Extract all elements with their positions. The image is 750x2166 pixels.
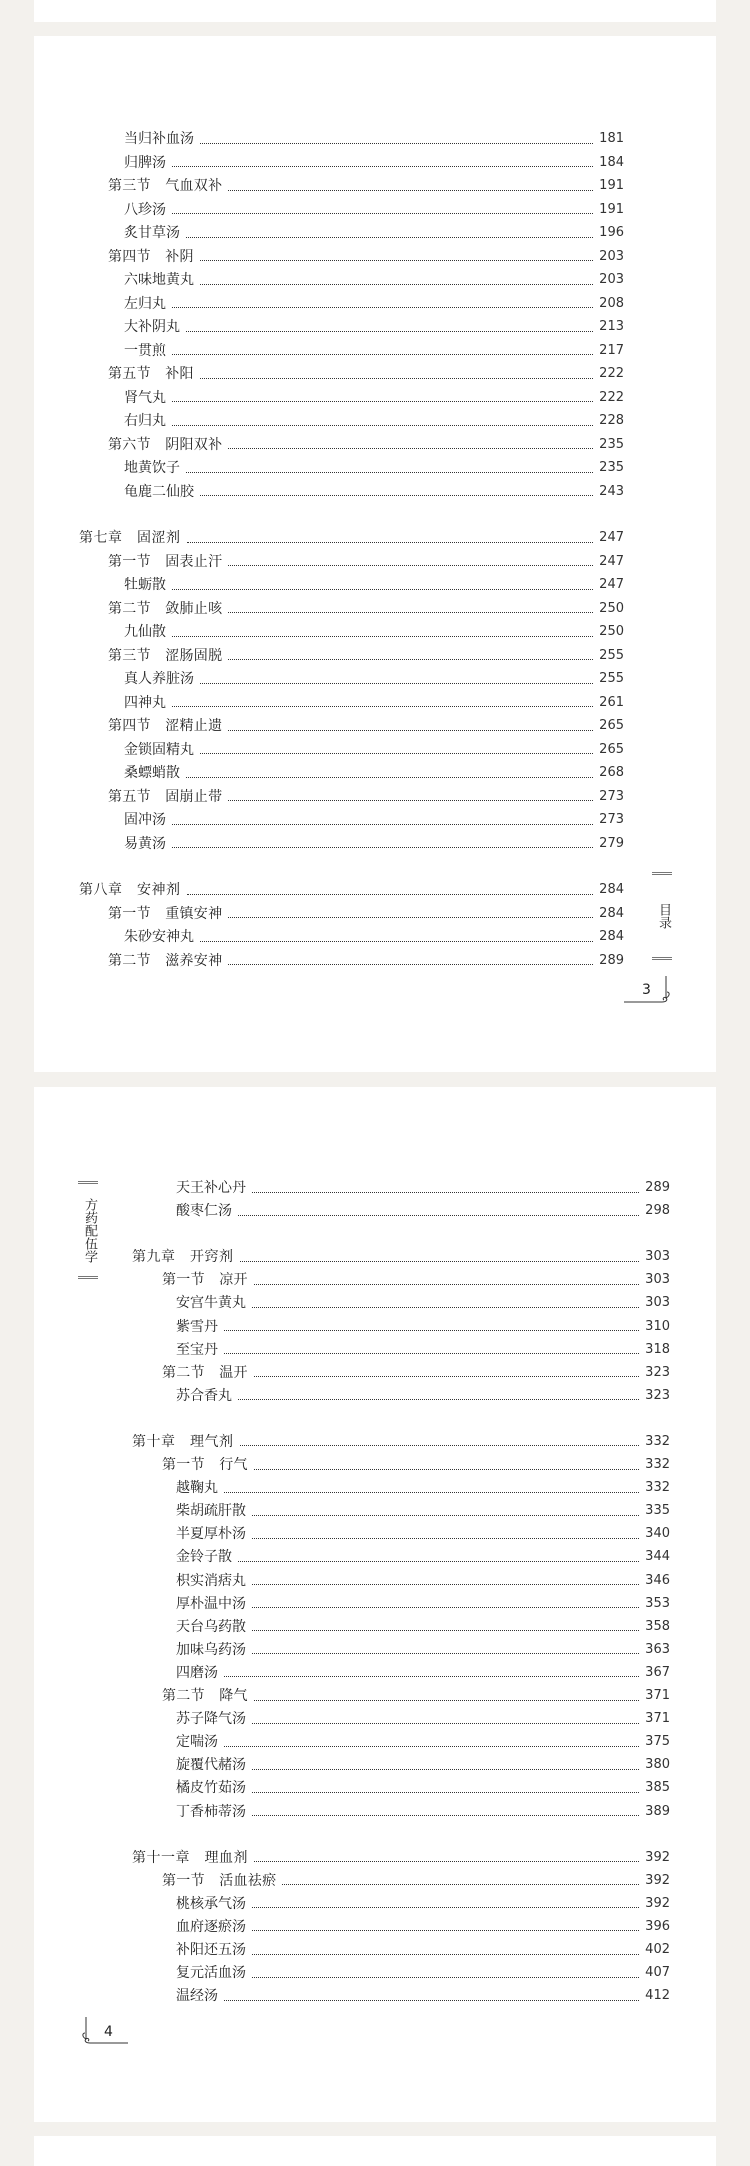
toc-page-number: 396 bbox=[645, 1918, 670, 1934]
toc-section-row[interactable] bbox=[108, 903, 624, 925]
toc-chapter-row[interactable] bbox=[79, 527, 624, 549]
next-page-edge bbox=[34, 2136, 716, 2166]
toc-entry-title: 第三节 涩肠固脱 bbox=[108, 647, 223, 664]
toc-entry-title: 固冲汤 bbox=[124, 812, 166, 828]
toc-section-row[interactable] bbox=[108, 363, 624, 385]
toc-entry-title: 第七章 固涩剂 bbox=[79, 530, 181, 546]
toc-page-number: 371 bbox=[645, 1711, 670, 1727]
toc-page-number: 367 bbox=[645, 1664, 670, 1680]
toc-entry-title: 血府逐瘀汤 bbox=[176, 1918, 246, 1935]
dot-leader bbox=[252, 1954, 639, 1955]
dot-leader bbox=[254, 1469, 639, 1470]
toc-page-number: 255 bbox=[599, 647, 624, 663]
toc-entry-title: 第二节 降气 bbox=[162, 1688, 248, 1704]
toc-item-row[interactable] bbox=[176, 1200, 670, 1222]
toc-entry-title: 天台乌药散 bbox=[176, 1618, 246, 1635]
toc-item-row[interactable] bbox=[124, 152, 624, 174]
toc-entry-title: 第二节 温开 bbox=[162, 1364, 248, 1381]
toc-entry-title: 第九章 开窍剂 bbox=[132, 1249, 234, 1266]
dot-leader bbox=[252, 1515, 639, 1516]
dot-leader bbox=[172, 636, 593, 637]
toc-page-number: 184 bbox=[599, 154, 624, 170]
toc-page-number: 265 bbox=[599, 718, 624, 733]
toc-item-row[interactable] bbox=[176, 1939, 670, 1961]
toc-section-row[interactable] bbox=[162, 1454, 670, 1476]
toc-page-number: 208 bbox=[599, 295, 624, 311]
toc-entry-title: 右归丸 bbox=[124, 413, 166, 429]
toc-entry-title: 一贯煎 bbox=[124, 342, 166, 359]
toc-entry-title: 真人养脏汤 bbox=[124, 671, 194, 687]
toc-page-number: 235 bbox=[599, 460, 624, 475]
toc-entry-title: 越鞠丸 bbox=[176, 1480, 218, 1497]
dot-leader bbox=[252, 1907, 639, 1908]
dot-leader bbox=[187, 894, 594, 895]
dot-leader bbox=[224, 2000, 639, 2001]
dot-leader bbox=[252, 1977, 639, 1978]
toc-entry-title: 桃核承气汤 bbox=[176, 1895, 246, 1912]
dot-leader bbox=[252, 1607, 639, 1608]
toc-entry-title: 四神丸 bbox=[124, 694, 166, 711]
toc-page-3 bbox=[34, 36, 716, 1072]
toc-entry-title: 九仙散 bbox=[124, 624, 166, 640]
dot-leader bbox=[252, 1653, 639, 1654]
dot-leader bbox=[172, 401, 593, 402]
toc-item-row[interactable] bbox=[124, 926, 624, 948]
toc-item-row[interactable] bbox=[124, 621, 624, 643]
dot-leader bbox=[200, 284, 593, 285]
toc-chapter-row[interactable] bbox=[132, 1246, 670, 1268]
toc-item-row[interactable] bbox=[124, 387, 624, 409]
dot-leader bbox=[200, 260, 593, 261]
dot-leader bbox=[238, 1561, 639, 1562]
dot-leader bbox=[228, 964, 593, 965]
toc-entry-title: 第五节 补阳 bbox=[108, 366, 194, 382]
toc-entry-title: 补阳还五汤 bbox=[176, 1942, 246, 1958]
toc-chapter-row[interactable] bbox=[132, 1431, 670, 1453]
toc-item-row[interactable] bbox=[124, 340, 624, 362]
dot-leader bbox=[252, 1769, 639, 1770]
toc-entry-title: 第二节 敛肺止咳 bbox=[108, 600, 223, 617]
toc-page-number: 340 bbox=[645, 1526, 670, 1542]
toc-entry-title: 朱砂安神丸 bbox=[124, 929, 194, 945]
toc-page-number: 402 bbox=[645, 1942, 670, 1957]
toc-page-number: 375 bbox=[645, 1734, 670, 1750]
toc-section-row[interactable] bbox=[162, 1685, 670, 1707]
toc-item-row[interactable] bbox=[124, 809, 624, 831]
toc-item-row[interactable] bbox=[176, 1662, 670, 1684]
dot-leader bbox=[228, 565, 593, 566]
dot-leader bbox=[186, 331, 593, 332]
toc-item-row[interactable] bbox=[176, 1985, 670, 2007]
dot-leader bbox=[172, 307, 593, 308]
toc-chapter-row[interactable] bbox=[132, 1847, 670, 1869]
toc-page-number: 298 bbox=[645, 1203, 670, 1219]
dot-leader bbox=[172, 706, 593, 707]
toc-page-number: 323 bbox=[645, 1387, 670, 1403]
toc-page-number: 371 bbox=[645, 1688, 670, 1703]
toc-entry-title: 第一节 重镇安神 bbox=[108, 905, 223, 922]
toc-entry-title: 天王补心丹 bbox=[176, 1180, 246, 1196]
toc-page-number: 217 bbox=[599, 342, 624, 358]
toc-entry-title: 半夏厚朴汤 bbox=[176, 1526, 246, 1543]
toc-entry-title: 第四节 补阴 bbox=[108, 248, 194, 265]
toc-entry-title: 易黄汤 bbox=[124, 835, 166, 852]
toc-entry-title: 定喘汤 bbox=[176, 1734, 218, 1751]
toc-page-number: 181 bbox=[599, 131, 624, 146]
toc-item-row[interactable] bbox=[124, 833, 624, 855]
toc-page-number: 289 bbox=[645, 1180, 670, 1195]
toc-page-number: 196 bbox=[599, 225, 624, 240]
dot-leader bbox=[200, 495, 593, 496]
toc-entry-title: 第十一章 理血剂 bbox=[132, 1849, 248, 1866]
dot-leader bbox=[282, 1884, 639, 1885]
toc-page-number: 335 bbox=[645, 1503, 670, 1519]
toc-entry-title: 至宝丹 bbox=[176, 1341, 218, 1358]
toc-page-number: 303 bbox=[645, 1272, 670, 1288]
toc-page-number: 235 bbox=[599, 436, 624, 452]
toc-page-number: 363 bbox=[645, 1641, 670, 1657]
toc-page-number: 392 bbox=[645, 1849, 670, 1865]
toc-entry-title: 六味地黄丸 bbox=[124, 272, 194, 288]
toc-section-row[interactable] bbox=[108, 786, 624, 808]
toc-item-row[interactable] bbox=[124, 574, 624, 596]
toc-item-row[interactable] bbox=[124, 293, 624, 315]
toc-entry-title: 旋覆代赭汤 bbox=[176, 1757, 246, 1774]
toc-page-number: 385 bbox=[645, 1780, 670, 1796]
dot-leader bbox=[252, 1584, 639, 1585]
toc-page-number: 247 bbox=[599, 530, 624, 545]
page-number: 3 bbox=[642, 982, 651, 998]
dot-leader bbox=[240, 1445, 640, 1446]
toc-page-number: 289 bbox=[599, 952, 624, 968]
dot-leader bbox=[254, 1284, 639, 1285]
toc-item-row[interactable] bbox=[124, 739, 624, 761]
toc-item-row[interactable] bbox=[176, 1777, 670, 1799]
dot-leader bbox=[172, 847, 593, 848]
toc-entry-title: 加味乌药汤 bbox=[176, 1641, 246, 1658]
toc-entry-title: 第一节 固表止汗 bbox=[108, 553, 223, 570]
toc-entry-title: 第八章 安神剂 bbox=[79, 882, 181, 898]
toc-page-number: 380 bbox=[645, 1757, 670, 1773]
toc-section-row[interactable] bbox=[108, 715, 624, 737]
toc-page-number: 358 bbox=[645, 1618, 670, 1634]
toc-page-number: 273 bbox=[599, 788, 624, 804]
dot-leader bbox=[252, 1307, 639, 1308]
toc-page-number: 228 bbox=[599, 413, 624, 428]
dot-leader bbox=[172, 589, 593, 590]
dot-leader bbox=[254, 1376, 639, 1377]
dot-leader bbox=[252, 1792, 639, 1793]
toc-entry-title: 大补阴丸 bbox=[124, 319, 180, 335]
toc-item-row[interactable] bbox=[176, 1570, 670, 1592]
toc-page-number: 284 bbox=[599, 929, 624, 944]
toc-page-number: 332 bbox=[645, 1457, 670, 1472]
toc-item-row[interactable] bbox=[176, 1962, 670, 1984]
dot-leader bbox=[172, 425, 593, 426]
toc-item-row[interactable] bbox=[176, 1708, 670, 1730]
toc-item-row[interactable] bbox=[176, 1500, 670, 1522]
toc-page-number: 273 bbox=[599, 812, 624, 827]
dot-leader bbox=[200, 378, 593, 379]
dot-leader bbox=[224, 1353, 639, 1354]
dot-leader bbox=[186, 777, 593, 778]
toc-page-number: 222 bbox=[599, 366, 624, 381]
toc-item-row[interactable] bbox=[176, 1731, 670, 1753]
dot-leader bbox=[224, 1746, 639, 1747]
toc-page-number: 250 bbox=[599, 600, 624, 616]
side-tab-title: 方药配伍学 bbox=[78, 1181, 98, 1279]
dot-leader bbox=[186, 237, 593, 238]
toc-entry-title: 枳实消痞丸 bbox=[176, 1572, 246, 1589]
toc-page-number: 255 bbox=[599, 671, 624, 686]
toc-section-row[interactable] bbox=[108, 434, 624, 456]
toc-entry-title: 第一节 活血祛瘀 bbox=[162, 1872, 277, 1889]
toc-item-row[interactable] bbox=[176, 1801, 670, 1823]
toc-entry-title: 左归丸 bbox=[124, 295, 166, 312]
previous-page-edge bbox=[34, 0, 716, 22]
toc-item-row[interactable] bbox=[176, 1477, 670, 1499]
toc-chapter-row[interactable] bbox=[79, 879, 624, 901]
dot-leader bbox=[252, 1723, 639, 1724]
dot-leader bbox=[252, 1630, 639, 1631]
toc-page-number: 392 bbox=[645, 1872, 670, 1888]
toc-entry-title: 当归补血汤 bbox=[124, 131, 194, 147]
toc-section-row[interactable] bbox=[162, 1870, 670, 1892]
toc-item-row[interactable] bbox=[176, 1916, 670, 1938]
toc-entry-title: 酸枣仁汤 bbox=[176, 1203, 232, 1220]
dot-leader bbox=[224, 1492, 639, 1493]
dot-leader bbox=[228, 448, 593, 449]
toc-entry-title: 牡蛎散 bbox=[124, 577, 166, 593]
toc-page-number: 353 bbox=[645, 1595, 670, 1611]
dot-leader bbox=[238, 1215, 639, 1216]
toc-page-number: 279 bbox=[599, 835, 624, 851]
page-number: 4 bbox=[104, 2024, 113, 2040]
dot-leader bbox=[228, 917, 593, 918]
toc-page-number: 389 bbox=[645, 1803, 670, 1819]
toc-entry-title: 第一节 行气 bbox=[162, 1457, 248, 1473]
dot-leader bbox=[200, 753, 593, 754]
toc-section-row[interactable] bbox=[108, 950, 624, 972]
toc-page-number: 332 bbox=[645, 1480, 670, 1496]
side-tab-label: 目录 bbox=[652, 872, 672, 960]
toc-page-number: 344 bbox=[645, 1549, 670, 1565]
toc-item-row[interactable] bbox=[124, 692, 624, 714]
dot-leader bbox=[254, 1861, 639, 1862]
dot-leader bbox=[224, 1330, 639, 1331]
toc-entry-title: 第四节 涩精止遗 bbox=[108, 718, 223, 734]
toc-item-row[interactable] bbox=[176, 1292, 670, 1314]
toc-page-number: 191 bbox=[599, 178, 624, 193]
toc-page-number: 407 bbox=[645, 1965, 670, 1981]
toc-entry-title: 丁香柿蒂汤 bbox=[176, 1803, 246, 1820]
toc-entry-title: 四磨汤 bbox=[176, 1664, 218, 1681]
dot-leader bbox=[254, 1700, 639, 1701]
toc-entry-title: 温经汤 bbox=[176, 1988, 218, 2005]
toc-page-number: 247 bbox=[599, 577, 624, 592]
toc-page-number: 265 bbox=[599, 741, 624, 757]
toc-entry-title: 柴胡疏肝散 bbox=[176, 1503, 246, 1520]
dot-leader bbox=[172, 354, 593, 355]
toc-page-number: 303 bbox=[645, 1249, 670, 1265]
dot-leader bbox=[228, 730, 593, 731]
toc-entry-title: 第二节 滋养安神 bbox=[108, 952, 223, 969]
toc-item-row[interactable] bbox=[124, 269, 624, 291]
toc-page-4 bbox=[34, 1087, 716, 2122]
dot-leader bbox=[200, 143, 593, 144]
toc-page-number: 203 bbox=[599, 248, 624, 264]
dot-leader bbox=[186, 472, 593, 473]
toc-item-row[interactable] bbox=[124, 457, 624, 479]
toc-item-row[interactable] bbox=[124, 222, 624, 244]
dot-leader bbox=[187, 542, 594, 543]
toc-page-number: 332 bbox=[645, 1433, 670, 1449]
dot-leader bbox=[200, 941, 593, 942]
dot-leader bbox=[228, 800, 593, 801]
toc-page-number: 318 bbox=[645, 1341, 670, 1357]
toc-entry-title: 第三节 气血双补 bbox=[108, 178, 223, 194]
toc-entry-title: 第六节 阴阳双补 bbox=[108, 436, 223, 453]
dot-leader bbox=[172, 824, 593, 825]
toc-entry-title: 八珍汤 bbox=[124, 201, 166, 218]
toc-entry-title: 紫雪丹 bbox=[176, 1318, 218, 1335]
toc-item-row[interactable] bbox=[176, 1316, 670, 1338]
dot-leader bbox=[228, 659, 593, 660]
toc-item-row[interactable] bbox=[124, 762, 624, 784]
toc-entry-title: 金铃子散 bbox=[176, 1549, 232, 1566]
toc-entry-title: 安宫牛黄丸 bbox=[176, 1295, 246, 1312]
toc-page-number: 261 bbox=[599, 694, 624, 710]
toc-item-row[interactable] bbox=[176, 1893, 670, 1915]
toc-page-number: 323 bbox=[645, 1364, 670, 1380]
dot-leader bbox=[238, 1399, 639, 1400]
toc-section-row[interactable] bbox=[162, 1269, 670, 1291]
toc-item-row[interactable] bbox=[176, 1523, 670, 1545]
toc-page-number: 222 bbox=[599, 389, 624, 405]
toc-item-row[interactable] bbox=[176, 1385, 670, 1407]
dot-leader bbox=[172, 166, 593, 167]
toc-entry-title: 金锁固精丸 bbox=[124, 741, 194, 758]
toc-item-row[interactable] bbox=[124, 410, 624, 432]
toc-entry-title: 炙甘草汤 bbox=[124, 225, 180, 241]
toc-item-row[interactable] bbox=[176, 1546, 670, 1568]
toc-entry-title: 地黄饮子 bbox=[124, 460, 180, 476]
toc-entry-title: 龟鹿二仙胶 bbox=[124, 483, 194, 500]
toc-section-row[interactable] bbox=[162, 1362, 670, 1384]
toc-entry-title: 肾气丸 bbox=[124, 389, 166, 406]
dot-leader bbox=[200, 683, 593, 684]
toc-item-row[interactable] bbox=[176, 1754, 670, 1776]
dot-leader bbox=[252, 1815, 639, 1816]
toc-entry-title: 苏合香丸 bbox=[176, 1387, 232, 1404]
dot-leader bbox=[252, 1192, 639, 1193]
toc-entry-title: 第十章 理气剂 bbox=[132, 1433, 234, 1450]
dot-leader bbox=[228, 612, 593, 613]
toc-page-number: 203 bbox=[599, 272, 624, 287]
toc-page-number: 392 bbox=[645, 1895, 670, 1911]
toc-page-number: 284 bbox=[599, 905, 624, 921]
toc-item-row[interactable] bbox=[176, 1339, 670, 1361]
toc-entry-title: 橘皮竹茹汤 bbox=[176, 1780, 246, 1797]
toc-entry-title: 苏子降气汤 bbox=[176, 1711, 246, 1728]
toc-section-row[interactable] bbox=[108, 175, 624, 197]
toc-entry-title: 第一节 凉开 bbox=[162, 1272, 248, 1289]
toc-entry-title: 桑螵蛸散 bbox=[124, 765, 180, 781]
toc-item-row[interactable] bbox=[124, 316, 624, 338]
toc-page-number: 412 bbox=[645, 1988, 670, 2004]
toc-item-row[interactable] bbox=[124, 128, 624, 150]
dot-leader bbox=[252, 1930, 639, 1931]
toc-entry-title: 归脾汤 bbox=[124, 154, 166, 171]
toc-item-row[interactable] bbox=[124, 668, 624, 690]
toc-page-number: 243 bbox=[599, 483, 624, 499]
dot-leader bbox=[224, 1676, 639, 1677]
toc-item-row[interactable] bbox=[176, 1593, 670, 1615]
toc-section-row[interactable] bbox=[108, 598, 624, 620]
toc-section-row[interactable] bbox=[108, 645, 624, 667]
dot-leader bbox=[172, 213, 593, 214]
toc-item-row[interactable] bbox=[176, 1177, 670, 1199]
toc-item-row[interactable] bbox=[176, 1639, 670, 1661]
toc-page-number: 268 bbox=[599, 765, 624, 780]
toc-item-row[interactable] bbox=[176, 1616, 670, 1638]
dot-leader bbox=[240, 1261, 640, 1262]
dot-leader bbox=[228, 190, 593, 191]
toc-entry-title: 厚朴温中汤 bbox=[176, 1595, 246, 1612]
toc-item-row[interactable] bbox=[124, 199, 624, 221]
toc-item-row[interactable] bbox=[124, 481, 624, 503]
toc-page-number: 310 bbox=[645, 1318, 670, 1334]
toc-page-number: 303 bbox=[645, 1295, 670, 1311]
toc-page-number: 247 bbox=[599, 553, 624, 569]
toc-entry-title: 复元活血汤 bbox=[176, 1965, 246, 1982]
toc-section-row[interactable] bbox=[108, 551, 624, 573]
toc-page-number: 250 bbox=[599, 624, 624, 639]
toc-section-row[interactable] bbox=[108, 246, 624, 268]
toc-page-number: 346 bbox=[645, 1572, 670, 1588]
dot-leader bbox=[252, 1538, 639, 1539]
toc-page-number: 191 bbox=[599, 201, 624, 217]
toc-page-number: 213 bbox=[599, 319, 624, 334]
toc-page-number: 284 bbox=[599, 882, 624, 897]
toc-entry-title: 第五节 固崩止带 bbox=[108, 788, 223, 805]
